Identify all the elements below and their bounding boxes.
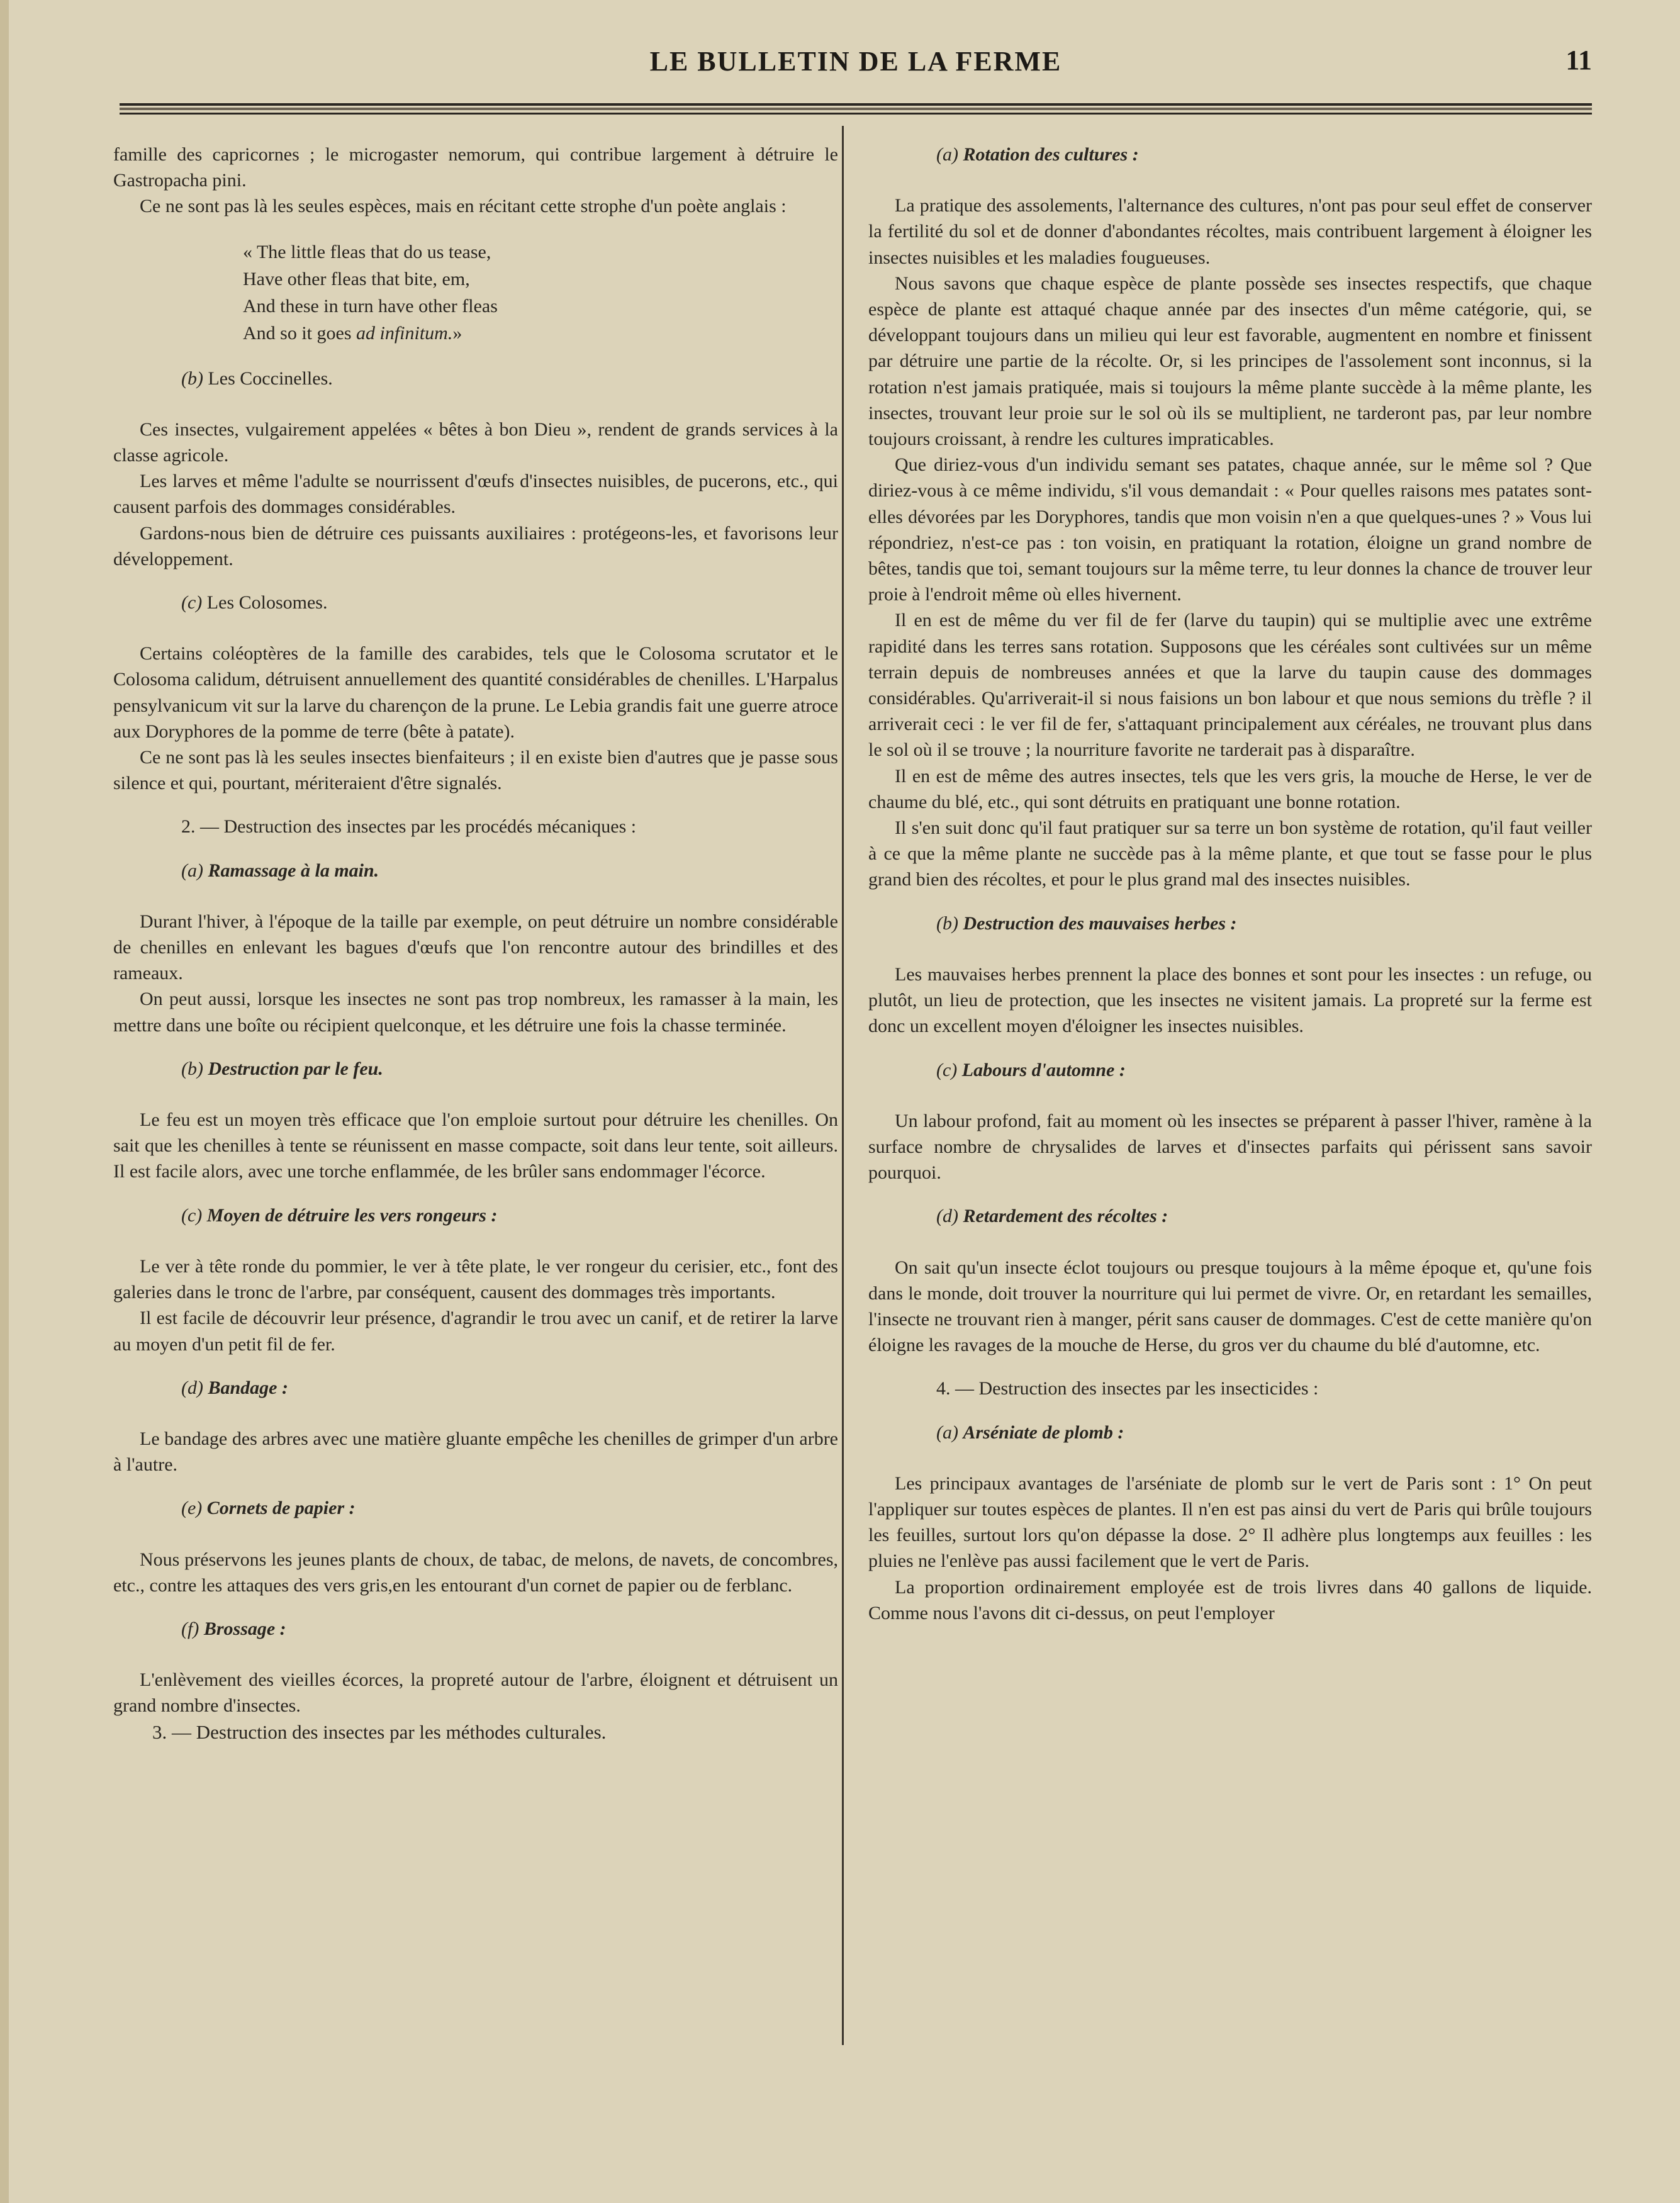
section-heading (113, 1616, 838, 1642)
paragraph: L'enlèvement des vieilles écorces, la propreté autour de l'arbre, éloignent et détruisent un grand nombre d'insectes. (113, 1669, 838, 1717)
left-column (113, 142, 838, 1745)
section-title: Cornets de papier : (206, 1498, 356, 1519)
section-label: (d) (181, 1377, 203, 1398)
paragraph: Ce ne sont pas là les seules insectes bienfaiteurs ; il en existe bien d'autres que je passe sous silence et qui, pourtant, mériteraient d'être signalés. (113, 747, 838, 794)
section-label: (a) (936, 144, 958, 165)
section-title: Rotation des cultures : (963, 144, 1139, 165)
section-title: Bandage : (208, 1377, 288, 1398)
section-heading (113, 858, 838, 883)
section-heading: 4. — Destruction des insectes par les insecticides : (936, 1378, 1319, 1399)
poem-close: » (452, 322, 462, 344)
section-heading: 2. — Destruction des insectes par les procédés mécaniques : (181, 816, 637, 838)
right-column (868, 142, 1592, 1626)
section-label: (a) (936, 1421, 958, 1443)
section-label: (c) (181, 1204, 203, 1226)
paragraph: Nous préservons les jeunes plants de choux, de tabac, de melons, de navets, de concombres, etc., contre les attaques des vers gris,en les entourant d'un cornet de papier ou de ferblanc. (113, 1549, 838, 1596)
section-heading: 3. — Destruction des insectes par les méthodes culturales. (152, 1720, 607, 1743)
paragraph: Les larves et même l'adulte se nourrissent d'œufs d'insectes nuisibles, de pucerons, etc., qui causent parfois des dommages considérables. (113, 471, 838, 518)
paragraph: La pratique des assolements, l'alternance des cultures, n'ont pas pour seul effet de conserver la fertilité du sol et de donner d'abondantes récoltes, mais contribuent largement à éloigner les insectes nuisibles et les maladies fougueuses. (868, 195, 1592, 268)
section-heading (868, 142, 1592, 167)
paragraph: Gardons-nous bien de détruire ces puissants auxiliaires : protégeons-les, et favorisons leur développement. (113, 522, 838, 569)
section-heading (113, 1202, 838, 1228)
section-label: (f) (181, 1618, 199, 1639)
poem-line: Have other fleas that bite, em, (243, 268, 470, 289)
paragraph: Il en est de même des autres insectes, tels que les vers gris, la mouche de Herse, le ver de chaume du blé, etc., qui sont détruits en pratiquant une bonne rotation. (868, 765, 1592, 812)
page-number: 11 (1565, 45, 1592, 76)
poem-line: « The little fleas that do us tease, (243, 241, 491, 262)
paragraph: Le feu est un moyen très efficace que l'on emploie surtout pour détruire les chenilles. On sait que les chenilles à tente se réunissent en masse compacte, soit dans leur tente, soit ailleurs. Il est facile alors, avec une torche enflammée, de les brûler sans endommager l'écorce. (113, 1109, 838, 1182)
poem-text: And so it goes (243, 322, 356, 344)
section-label: (a) (181, 860, 203, 881)
section-label: (c) (181, 592, 203, 614)
paragraph: Durant l'hiver, à l'époque de la taille par exemple, on peut détruire un nombre considérable de chenilles en enlevant les bagues d'œufs que l'on rencontre autour des brindilles et des rameaux. (113, 911, 838, 984)
section-heading (868, 911, 1592, 936)
journal-title: LE BULLETIN DE LA FERME (649, 46, 1062, 77)
section-heading (868, 1420, 1592, 1445)
section-title: Les Colosomes. (206, 592, 328, 614)
section-title: Destruction par le feu. (208, 1058, 383, 1079)
paragraph: Le ver à tête ronde du pommier, le ver à tête plate, le ver rongeur du cerisier, etc., font des galeries dans le tronc de l'arbre, par conséquent, causent des dommages très importants. (113, 1255, 838, 1303)
paragraph: Certains coléoptères de la famille des carabides, tels que le Colosoma scrutator et le Colosoma calidum, détruisent annuellement des quantité considérables de chenilles. L'Harpalus pensylvanicum vit sur la larve du charençon de la prune. Le Lebia grandis fait une guerre atroce aux Doryphores de la pomme de terre (bête à patate). (113, 643, 839, 742)
paragraph: Il en est de même du ver fil de fer (larve du taupin) qui se multiplie avec une extrême rapidité dans les terres sans rotation. Supposons que les céréales sont cultivées sur un même terrain depuis de nombreuses années et que la larve du taupin cause des dommages considérables. Qu'arriverait-il si nous faisions un bon labour et que nous semions du trèfle ? il arriverait ceci : le ver fil de fer, s'attaquant principalement aux céréales, ne trouvant plus dans le sol où il se trouve ; la nourriture favorite ne tarderait pas à disparaître. (868, 610, 1592, 761)
section-heading (868, 1057, 1592, 1083)
paragraph: Les mauvaises herbes prennent la place des bonnes et sont pour les insectes : un refuge, ou plutôt, un lieu de protection, que les insectes ne visitent jamais. La propreté sur la ferme est donc un excellent moyen d'éloigner les insectes nuisibles. (868, 963, 1592, 1037)
column-separator (842, 126, 844, 2045)
paragraph: famille des capricornes ; le microgaster nemorum, qui contribue largement à détruire le Gastropacha pini. (113, 144, 838, 191)
paragraph: Un labour profond, fait au moment où les insectes se préparent à passer l'hiver, ramène à la surface nombre de chrysalides de larves et d'insectes parfaits qui périssent sans savoir pourquoi. (868, 1110, 1592, 1184)
page-header (120, 38, 1592, 88)
section-title: Retardement des récoltes : (963, 1206, 1168, 1227)
section-label: (b) (181, 1058, 203, 1079)
paragraph: Que diriez-vous d'un individu semant ses patates, chaque année, sur le même sol ? Que diriez-vous à ce même individu, s'il vous demandait : « Pour quelles raisons mes patates sont-elles dévorées par les Doryphores, tandis que mon voisin n'en a que quelques-unes ? » Vous lui répondriez, n'est-ce pas : ton voisin, en pratiquant la rotation, éloigne un grand nombre de bêtes, tandis que toi, semant toujours sur la même terre, tu leur donnes la chance de trouver leur proie à l'endroit même où elles hivernent. (868, 454, 1592, 605)
section-title: Arséniate de plomb : (963, 1421, 1124, 1443)
section-heading (868, 1203, 1592, 1229)
section-heading (113, 1375, 838, 1401)
paragraph: La proportion ordinairement employée est de trois livres dans 40 gallons de liquide. Comme nous l'avons dit ci-dessus, on peut l'employer (868, 1576, 1592, 1623)
section-title: Les Coccinelles. (208, 367, 333, 389)
section-label: (c) (936, 1059, 958, 1080)
paragraph: On sait qu'un insecte éclot toujours ou presque toujours à la même époque et, qu'une fois dans le monde, doit trouver la nourriture qui lui permet de vivre. Or, en retardant les semailles, l'insecte ne trouvant rien à manger, périt sans causer de dommages. C'est de cette manière qu'on éloigne les ravages de la mouche de Herse, du gros ver du chaume du blé d'automne, etc. (868, 1257, 1592, 1356)
poem-quote (243, 238, 838, 347)
paragraph: Les principaux avantages de l'arséniate de plomb sur le vert de Paris sont : 1° On peut l'appliquer sur toutes espèces de plantes. Il n'en est pas ainsi du vert de Paris qui brûle toujours les feuilles, surtout lors qu'on dépasse la dose. 2° Il adhère plus longtemps aux feuilles : les pluies ne l'enlève pas aussi facilement que le vert de Paris. (868, 1472, 1592, 1572)
paragraph: Ces insectes, vulgairement appelées « bêtes à bon Dieu », rendent de grands services à la classe agricole. (113, 418, 838, 466)
section-label: (b) (936, 912, 958, 934)
section-heading (113, 366, 838, 391)
section-label: (e) (181, 1498, 203, 1519)
paragraph: Nous savons que chaque espèce de plante possède ses insectes respectifs, que chaque espèce de plante est attaqué chaque année par des insectes d'un même catégorie, qui, se développant toujours dans un milieu qui leur est favorable, augmentent en nombre et finissent par détruire une partie de la récolte. Or, si les principes de l'assolement sont inconnus, si la rotation n'est jamais pratiquée, mais si toujours la même plante succède à la même plante, les insectes, trouvant leur proie sur le sol où ils se multiplient, ne tarderont pas, par leur nombre toujours croissant, à rendre les cultures impraticables. (868, 272, 1592, 450)
section-heading (113, 1495, 838, 1521)
section-title: Moyen de détruire les vers rongeurs : (206, 1204, 498, 1226)
poem-line: And these in turn have other fleas (243, 295, 498, 317)
paragraph: Le bandage des arbres avec une matière gluante empêche les chenilles de grimper d'un arbre à l'autre. (113, 1428, 838, 1476)
section-title: Brossage : (203, 1618, 286, 1639)
poem-latin: ad infinitum. (356, 322, 453, 344)
section-title: Labours d'automne : (961, 1059, 1126, 1080)
section-label: (d) (936, 1206, 958, 1227)
poem-line (243, 320, 838, 347)
page-edge (0, 0, 9, 2203)
section-heading (113, 1056, 838, 1082)
section-heading (113, 590, 838, 615)
paragraph: Il est facile de découvrir leur présence, d'agrandir le trou avec un canif, et de retirer la larve au moyen d'un petit fil de fer. (113, 1308, 838, 1355)
header-rule-inner (120, 108, 1592, 110)
paragraph: Ce ne sont pas là les seules espèces, mais en récitant cette strophe d'un poète anglais : (140, 196, 787, 217)
paragraph: Il s'en suit donc qu'il faut pratiquer sur sa terre un bon système de rotation, qu'il faut veiller à ce que la même plante ne succède pas à la même plante, et que tout se fasse pour le plus grand bien des récoltes, et pour le plus grand mal des insectes nuisibles. (868, 817, 1592, 890)
section-title: Ramassage à la main. (208, 860, 379, 881)
section-title: Destruction des mauvaises herbes : (963, 912, 1237, 934)
section-label: (b) (181, 367, 203, 389)
paragraph: On peut aussi, lorsque les insectes ne sont pas trop nombreux, les ramasser à la main, les mettre dans une boîte ou récipient quelconque, et les détruire une fois la chasse terminée. (113, 989, 838, 1036)
